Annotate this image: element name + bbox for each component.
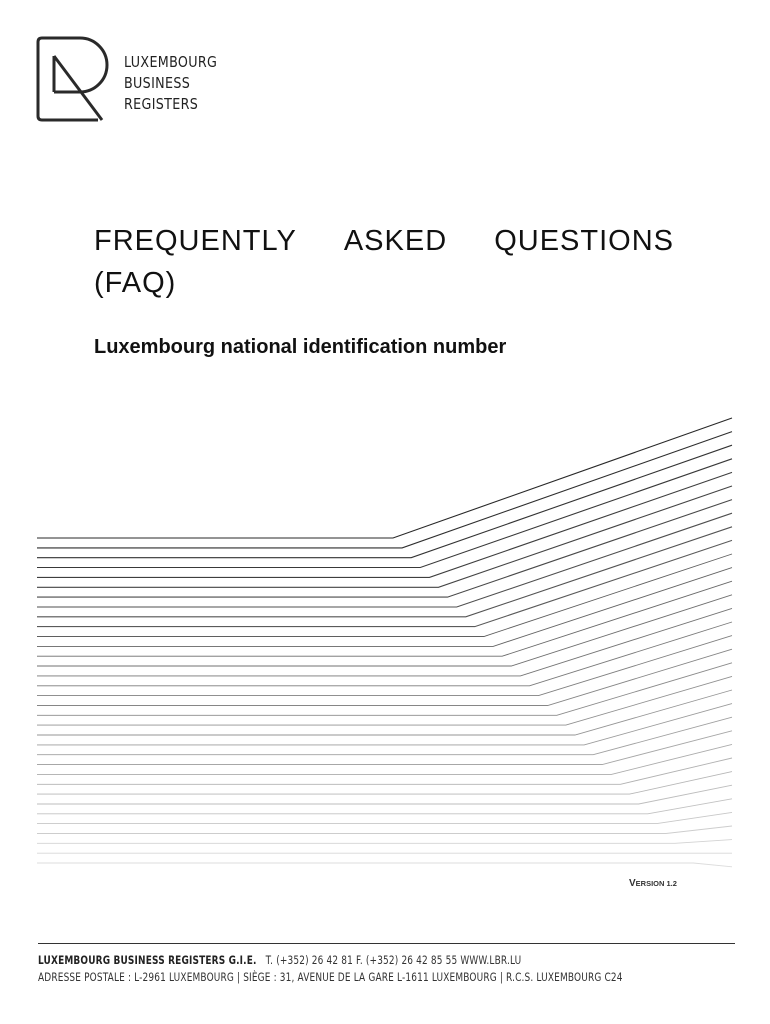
decorative-line — [37, 486, 732, 587]
document-subtitle: Luxembourg national identification number — [94, 336, 507, 358]
footer-address: ADRESSE POSTALE : L-2961 LUXEMBOURG | SIÈGE : 31, AVENUE DE LA GARE L-1611 LUXEMBOURG | R.C.S. LUXEMBOURG C24 — [38, 970, 623, 984]
brand-name-line-2: BUSINESS — [124, 74, 191, 92]
decorative-line — [37, 432, 732, 548]
decorative-line — [37, 540, 732, 626]
decorative-line — [37, 704, 732, 745]
footer-contact: T. (+352) 26 42 81 F. (+352) 26 42 85 55 WWW.LBR.LU — [265, 953, 522, 967]
decorative-line — [37, 863, 732, 867]
brand-name-line-3: REGISTERS — [124, 95, 199, 113]
decorative-line — [37, 445, 732, 558]
decorative-line — [37, 826, 732, 834]
decorative-line — [37, 595, 732, 666]
decorative-line — [37, 459, 732, 568]
title-line-2: (FAQ) — [94, 267, 177, 299]
decorative-line — [37, 731, 732, 765]
title-word-3: QUESTIONS — [494, 225, 674, 257]
title-word-1: FREQUENTLY — [94, 225, 297, 257]
title-word-2: ASKED — [343, 225, 448, 257]
decorative-line — [37, 581, 732, 656]
decorative-line — [37, 840, 732, 844]
decorative-line — [37, 758, 732, 784]
decorative-line — [37, 690, 732, 735]
decorative-line — [37, 717, 732, 755]
decorative-line — [37, 676, 732, 725]
decorative-line — [37, 744, 732, 774]
decorative-line — [37, 527, 732, 617]
footer-company: LUXEMBOURG BUSINESS REGISTERS G.I.E. — [38, 953, 257, 967]
decorative-line — [37, 554, 732, 637]
decorative-line — [37, 649, 732, 705]
decorative-line — [37, 799, 732, 814]
decorative-line — [37, 513, 732, 607]
footer-contact-line — [38, 953, 521, 967]
footer-divider — [38, 943, 735, 944]
decorative-line — [37, 418, 732, 538]
decorative-line — [37, 785, 732, 804]
version-label: VERSION 1.2 — [629, 878, 677, 889]
brand-name-line-1: LUXEMBOURG — [124, 53, 218, 71]
